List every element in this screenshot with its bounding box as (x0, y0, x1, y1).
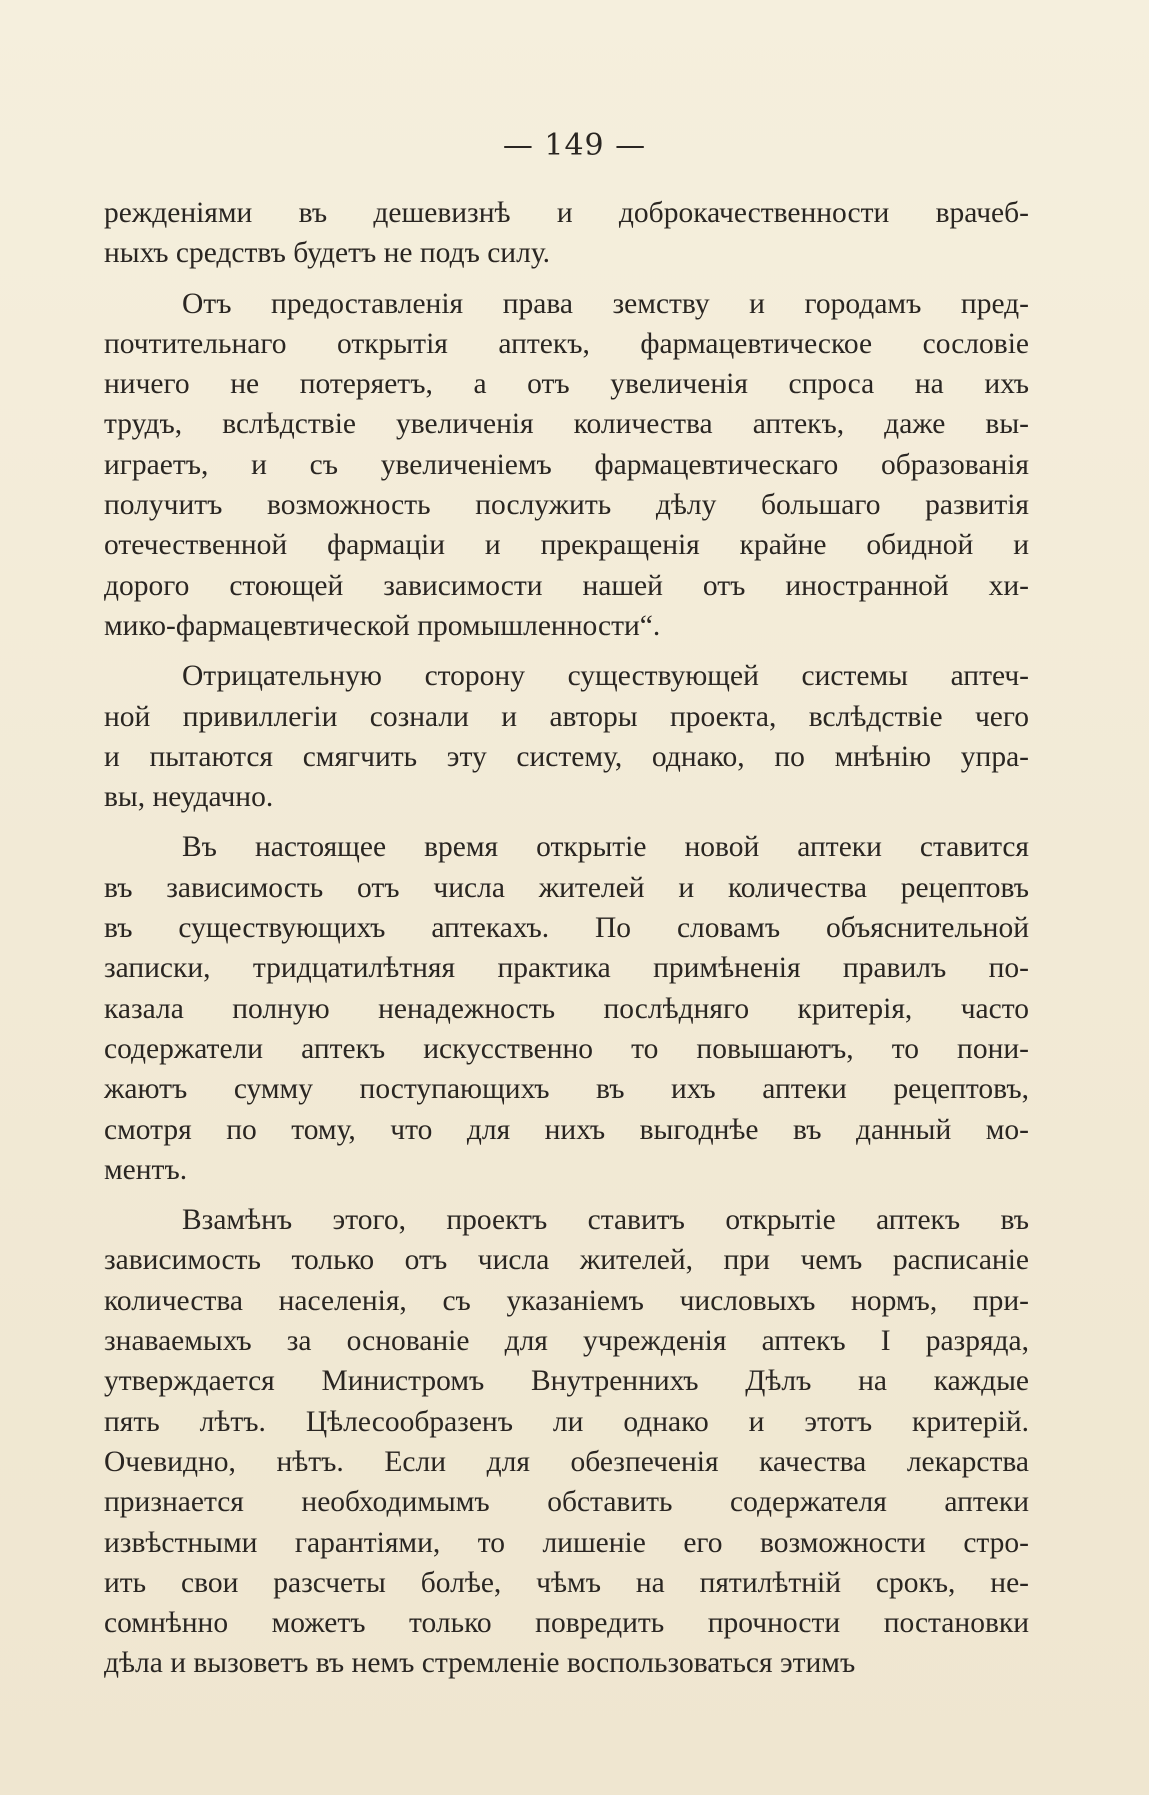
text-line: казала полную ненадежность послѣдняго критерія, часто (104, 992, 1029, 1025)
text-line: признается необходимымъ обставить содержателя аптеки (104, 1486, 1029, 1519)
text-line: ментъ. (104, 1153, 188, 1186)
text-line: пять лѣтъ. Цѣлесообразенъ ли однако и этотъ критерій. (104, 1405, 1029, 1438)
text-line: зависимость только отъ числа жителей, при чемъ расписаніе (104, 1244, 1029, 1277)
text-line: количества населенія, съ указаніемъ числовыхъ нормъ, при- (104, 1284, 1029, 1317)
text-line: ить свои разсчеты болѣе, чѣмъ на пятилѣтній срокъ, не- (104, 1566, 1029, 1599)
text-line: дорого стоющей зависимости нашей отъ иностранной хи- (104, 569, 1029, 602)
text-line: почтительнаго открытія аптекъ, фармацевтическое сословіе (104, 327, 1029, 360)
paragraph (104, 827, 1029, 1190)
text-line: Очевидно, нѣтъ. Если для обезпеченія качества лекарства (104, 1445, 1029, 1478)
text-line: Взамѣнъ этого, проектъ ставитъ открытіе аптекъ въ (182, 1204, 1029, 1237)
text-line: Отъ предоставленія права земству и городамъ пред- (182, 287, 1029, 320)
paragraph (104, 656, 1029, 817)
text-line: сомнѣнно можетъ только повредить прочности постановки (104, 1607, 1029, 1640)
text-line: получитъ возможность послужить дѣлу большаго развитія (104, 489, 1029, 522)
text-line: жаютъ сумму поступающихъ въ ихъ аптеки рецептовъ, (104, 1073, 1029, 1106)
text-line: знаваемыхъ за основаніе для учрежденія аптекъ I разряда, (104, 1325, 1029, 1358)
text-line: Отрицательную сторону существующей системы аптеч- (182, 660, 1029, 693)
text-line: играетъ, и съ увеличеніемъ фармацевтическаго образованія (104, 448, 1029, 481)
text-line: въ зависимость отъ числа жителей и количества рецептовъ (104, 871, 1029, 904)
text-line: дѣла и вызоветъ въ немъ стремленіе воспользоваться этимъ (104, 1647, 856, 1680)
text-line: ной привиллегіи сознали и авторы проекта, вслѣдствіе чего (104, 700, 1029, 733)
paragraph (104, 193, 1029, 274)
text-line: извѣстными гарантіями, то лишеніе его возможности стро- (104, 1526, 1029, 1559)
text-line: отечественной фармаціи и прекращенія крайне обидной и (104, 529, 1029, 562)
page-number: — 149 — (502, 128, 647, 163)
text-line: смотря по тому, что для нихъ выгоднѣе въ данный мо- (104, 1113, 1029, 1146)
text-line: режденіями въ дешевизнѣ и доброкачественности врачеб- (104, 197, 1029, 229)
text-line: мико-фармацевтической промышленности“. (104, 609, 661, 642)
text-line: и пытаются смягчить эту систему, однако, по мнѣнію упра- (104, 740, 1029, 773)
text-line: утверждается Министромъ Внутреннихъ Дѣлъ на каждые (104, 1365, 1029, 1398)
text-line: въ существующихъ аптекахъ. По словамъ объяснительной (104, 912, 1029, 945)
text-line: трудъ, вслѣдствіе увеличенія количества аптекъ, даже вы- (104, 408, 1029, 441)
text-line: записки, тридцатилѣтняя практика примѣненія правилъ по- (104, 952, 1029, 985)
text-line: ничего не потеряетъ, а отъ увеличенія спроса на ихъ (104, 368, 1029, 401)
text-line: Въ настоящее время открытіе новой аптеки ставится (182, 831, 1029, 864)
text-line: ныхъ средствъ будетъ не подъ силу. (104, 237, 550, 270)
text-line: вы, неудачно. (104, 781, 274, 814)
paragraph (104, 1200, 1029, 1684)
paragraph (104, 284, 1029, 647)
body-text (104, 193, 1029, 1694)
text-line: содержатели аптекъ искусственно то повышаютъ, то пони- (104, 1032, 1029, 1065)
